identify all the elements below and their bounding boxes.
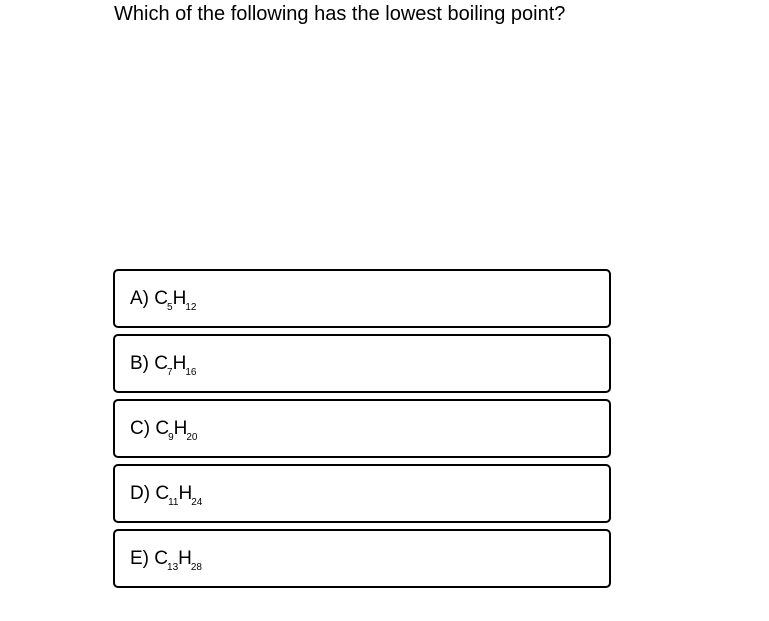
option-d-label <box>130 483 203 508</box>
element-hydrogen: H <box>178 548 192 569</box>
element-carbon: C <box>155 418 170 439</box>
carbon-subscript: 7 <box>167 367 173 378</box>
element-carbon: C <box>154 288 169 309</box>
hydrogen-subscript: 12 <box>185 302 197 313</box>
option-c-label <box>130 418 198 443</box>
element-hydrogen: H <box>172 353 187 374</box>
hydrogen-subscript: 28 <box>190 562 202 573</box>
option-letter: A) <box>130 288 149 309</box>
option-letter: D) <box>130 483 151 504</box>
element-hydrogen: H <box>178 483 193 504</box>
option-b-button[interactable] <box>113 334 611 393</box>
hydrogen-subscript: 24 <box>191 497 203 508</box>
option-letter: C) <box>130 418 151 439</box>
answer-options <box>113 269 611 594</box>
option-c-button[interactable] <box>113 399 611 458</box>
option-letter: B) <box>130 353 149 374</box>
question-text: Which of the following has the lowest boiling point? <box>114 3 566 25</box>
element-hydrogen: H <box>172 288 187 309</box>
carbon-subscript: 13 <box>167 562 179 573</box>
element-carbon: C <box>155 483 170 504</box>
option-e-label <box>130 548 202 573</box>
carbon-subscript: 5 <box>167 302 173 313</box>
hydrogen-subscript: 20 <box>186 432 198 443</box>
element-carbon: C <box>154 548 169 569</box>
element-carbon: C <box>154 353 169 374</box>
option-a-button[interactable] <box>113 269 611 328</box>
option-e-button[interactable] <box>113 529 611 588</box>
element-hydrogen: H <box>173 418 188 439</box>
option-d-button[interactable] <box>113 464 611 523</box>
option-letter: E) <box>130 548 149 569</box>
option-b-label <box>130 353 197 378</box>
option-a-label <box>130 288 197 313</box>
carbon-subscript: 11 <box>168 497 179 508</box>
carbon-subscript: 9 <box>168 432 174 443</box>
hydrogen-subscript: 16 <box>185 367 197 378</box>
